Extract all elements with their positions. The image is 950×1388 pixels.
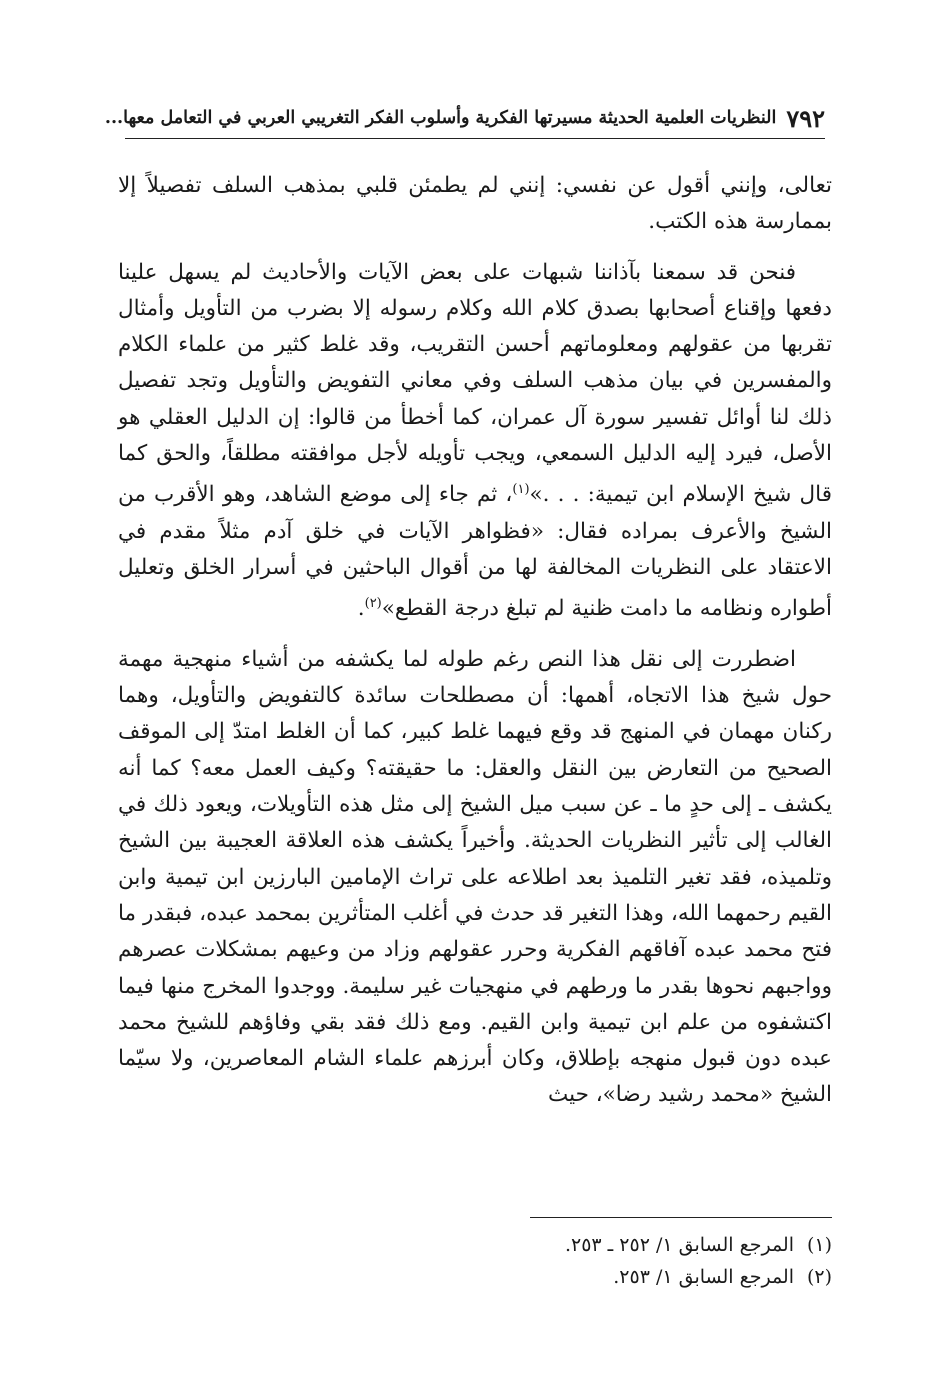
- paragraph-2-part-1: فنحن قد سمعنا بآذاننا شبهات على بعض الآيات والأحاديث لم يسهل علينا دفعها وإقناع أصحابها بصدق كلام الله وكلام رسوله إلا بضرب من التأويل وأمثال تقربها من عقولهم ومعلوماتهم أحسن التقريب، وقد غلط كثير من علماء الكلام والمفسرين في بيان مذهب السلف وفي معاني التفويض والتأويل وتجد تفصيل ذلك لنا أوائل تفسير سورة آل عمران، كما أخطأ من قالوا: إن الدليل العقلي هو الأصل، فيرد إليه الدليل السمعي، ويجب تأويله لأجل موافقته مطلقاً، والحق كما قال شيخ الإسلام ابن تيمية: . . .»: [118, 259, 832, 508]
- footnote-2: [432, 1261, 832, 1293]
- footnote-1: [432, 1229, 832, 1261]
- paragraph-2-part-3: .: [357, 596, 365, 622]
- footnote-text: المرجع السابق ١/ ٢٥٢ ـ ٢٥٣.: [564, 1234, 794, 1256]
- paragraph-2: [118, 255, 832, 628]
- page-header: [104, 98, 825, 139]
- footnote-number: (١): [806, 1234, 832, 1256]
- paragraph-3: اضطررت إلى نقل هذا النص رغم طوله لما يكشفه من أشياء منهجية مهمة حول شيخ هذا الاتجاه، أهمها: أن مصطلحات سائدة كالتفويض والتأويل، وهما ركنان مهمان في المنهج قد وقع فيهما غلط كبير، كما أن الغلط امتدّ إلى الموقف الصحيح من التعارض بين النقل والعقل: ما حقيقته؟ وكيف العمل معه؟ كما أنه يكشف ـ إلى حدٍ ما ـ عن سبب ميل الشيخ إلى مثل هذه التأويلات، ويعود ذلك في الغالب إلى تأثير النظريات الحديثة. وأخيراً يكشف هذه العلاقة العجيبة بين الشيخ وتلميذه، فقد تغير التلميذ بعد اطلاعه على تراث الإمامين البارزين ابن تيمية وابن القيم رحمهما الله، وهذا التغير قد حدث في أغلب المتأثرين بمحمد عبده، فبقدر ما فتح محمد عبده آفاقهم الفكرية وحرر عقولهم وزاد من وعيهم بمشكلات عصرهم وواجبهم نحوها بقدر ما ورطهم في منهجيات غير سليمة. ووجدوا المخرج منها فيما اكتشفوه من علم ابن تيمية وابن القيم. ومع ذلك فقد بقي وفاؤهم للشيخ محمد عبده دون قبول منهجه بإطلاق، وكان أبرزهم علماء الشام المعاصرين، ولا سيّما الشيخ «محمد رشيد رضا»، حيث: [118, 646, 832, 1108]
- footnotes: [432, 1229, 832, 1293]
- footnote-ref-2[interactable]: (٢): [364, 596, 382, 612]
- main-text: [118, 168, 832, 1114]
- paragraph-2-part-2: ، ثم جاء إلى موضع الشاهد، وهو الأقرب من الشيخ والأعرف بمراده فقال: «فظواهر الآيات في خلق آدم مثلاً مقدم في الاعتقاد على النظريات المخالفة لها من أقوال الباحثين في أسرار الخلق وتعليل أطواره ونظامه ما دامت ظنية لم تبلغ درجة القطع»: [118, 482, 832, 622]
- running-title: النظريات العلمية الحديثة مسيرتها الفكرية وأسلوب الفكر التغريبي العربي في التعامل معها...: [104, 108, 777, 128]
- footnote-text: المرجع السابق ١/ ٢٥٣.: [613, 1266, 794, 1288]
- footnote-number: (٢): [806, 1266, 832, 1288]
- footnote-separator: [530, 1217, 832, 1218]
- paragraph-1: تعالى، وإنني أقول عن نفسي: إنني لم يطمئن قلبي بمذهب السلف تفصيلاً إلا بممارسة هذه الكتب.: [118, 173, 832, 235]
- page-number: ٧٩٢: [786, 103, 825, 133]
- footnote-ref-1[interactable]: (١): [512, 482, 530, 498]
